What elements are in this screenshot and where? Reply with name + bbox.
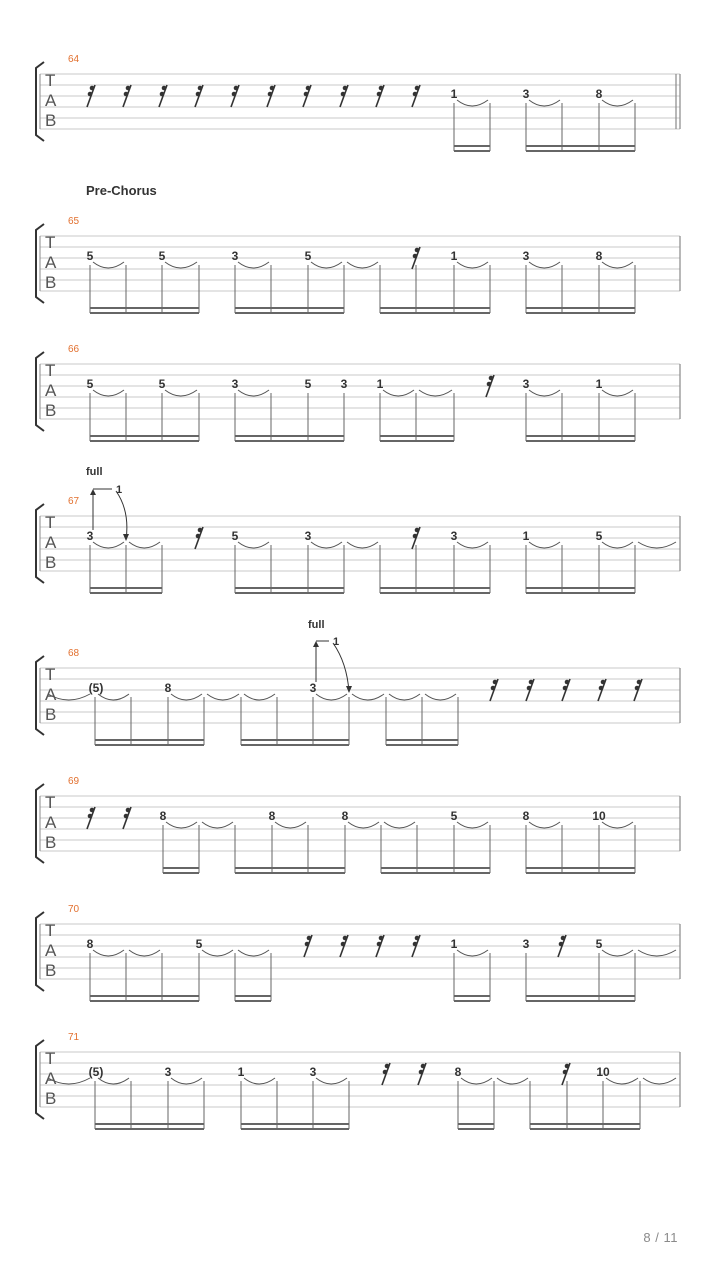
fret-number: 3	[164, 1065, 172, 1079]
tab-clef-letter: B	[45, 1089, 57, 1108]
fret-number: 8	[164, 681, 172, 695]
tie-arc	[602, 262, 633, 268]
tie-arc	[244, 1078, 275, 1084]
tie-arc	[93, 390, 124, 396]
tie-arc	[238, 262, 269, 268]
tab-clef-letter: T	[45, 793, 56, 812]
page-current: 8	[643, 1230, 652, 1245]
fret-number: 1	[450, 249, 458, 263]
tie-arc	[165, 262, 197, 268]
tie-arc	[171, 694, 202, 700]
fret-number: 3	[86, 529, 94, 543]
tab-clef-letter: B	[45, 273, 57, 292]
tie-arc	[275, 822, 306, 828]
tab-clef-letter: T	[45, 233, 56, 252]
fret-number: 8	[341, 809, 349, 823]
tab-system	[36, 344, 680, 441]
tie-arc	[202, 822, 233, 828]
fret-number: 3	[522, 87, 530, 101]
fret-number: 5	[195, 937, 203, 951]
tie-arc	[643, 1078, 676, 1084]
fret-number: 5	[304, 249, 312, 263]
bend-amount: 1	[333, 636, 340, 648]
tab-clef-letter: A	[45, 533, 57, 552]
tie-arc	[419, 390, 452, 396]
tie-arc	[529, 390, 560, 396]
tie-arc	[93, 542, 124, 548]
fret-number: 8	[522, 809, 530, 823]
bend-label: full	[308, 619, 325, 631]
bend-arrowhead	[313, 641, 319, 647]
section-label: Pre-Chorus	[86, 183, 157, 198]
tie-arc	[348, 822, 379, 828]
tab-clef-letter: T	[45, 665, 56, 684]
tie-arc	[244, 694, 275, 700]
bend-amount: 1	[116, 484, 123, 496]
measure-number: 68	[68, 648, 80, 659]
tab-clef-letter: T	[45, 921, 56, 940]
measure-number: 66	[68, 344, 80, 355]
fret-number: 5	[304, 377, 312, 391]
fret-number: 5	[86, 249, 94, 263]
measure-number: 67	[68, 496, 80, 507]
fret-number: 3	[522, 249, 530, 263]
measure-number: 69	[68, 776, 80, 787]
tie-arc	[207, 694, 239, 700]
tie-arc	[129, 542, 160, 548]
fret-number: 3	[304, 529, 312, 543]
tie-arc	[457, 950, 488, 956]
tie-arc	[129, 950, 160, 956]
tab-clef-letter: B	[45, 705, 57, 724]
fret-number: 1	[450, 937, 458, 951]
fret-number: 5	[595, 529, 603, 543]
tab-clef-letter: B	[45, 553, 57, 572]
fret-number: (5)	[88, 1065, 104, 1079]
fret-number: 1	[595, 377, 603, 391]
tab-clef-letter: B	[45, 833, 57, 852]
tie-arc	[529, 262, 560, 268]
fret-number: 1	[522, 529, 530, 543]
tie-arc	[529, 100, 560, 106]
tie-arc	[606, 1078, 638, 1084]
fret-number: 10	[596, 1065, 610, 1079]
tie-arc	[602, 100, 633, 106]
tie-arc	[529, 542, 560, 548]
tie-arc	[347, 262, 378, 268]
bend-label: full	[86, 466, 103, 478]
tie-arc	[238, 542, 269, 548]
fret-number: 1	[237, 1065, 245, 1079]
page-separator: /	[655, 1230, 660, 1245]
tab-system	[36, 776, 680, 873]
fret-number: 3	[309, 1065, 317, 1079]
tab-system	[36, 1032, 680, 1129]
tab-system	[36, 216, 680, 313]
tab-clef-letter: T	[45, 71, 56, 90]
fret-number: 8	[595, 249, 603, 263]
tab-clef-letter: B	[45, 401, 57, 420]
tie-arc	[316, 1078, 347, 1084]
measure-number: 64	[68, 54, 80, 65]
fret-number: 5	[231, 529, 239, 543]
tie-arc	[238, 950, 269, 956]
tie-arc	[383, 390, 414, 396]
tab-system	[36, 466, 680, 593]
tie-arc	[457, 100, 488, 106]
fret-number: 3	[231, 249, 239, 263]
tab-system	[36, 619, 680, 745]
page-total: 11	[663, 1230, 678, 1245]
tab-clef-letter: A	[45, 813, 57, 832]
fret-number: 8	[159, 809, 167, 823]
fret-number: 1	[450, 87, 458, 101]
tab-clef-letter: B	[45, 111, 57, 130]
tie-arc	[457, 262, 488, 268]
tab-clef-letter: A	[45, 1069, 57, 1088]
fret-number: 5	[158, 249, 166, 263]
fret-number: 8	[268, 809, 276, 823]
fret-number: 8	[86, 937, 94, 951]
tab-clef-letter: A	[45, 253, 57, 272]
measure-number: 71	[68, 1032, 80, 1043]
fret-number: 5	[595, 937, 603, 951]
bend-arrowhead	[90, 489, 96, 495]
tie-arc	[457, 822, 488, 828]
measure-number: 65	[68, 216, 80, 227]
fret-number: 3	[309, 681, 317, 695]
tie-arc	[638, 542, 676, 548]
tie-arc	[347, 542, 378, 548]
tie-arc	[457, 542, 488, 548]
tab-clef-letter: A	[45, 685, 57, 704]
fret-number: 8	[454, 1065, 462, 1079]
tie-arc	[93, 950, 124, 956]
fret-number: 3	[522, 937, 530, 951]
tab-clef-letter: A	[45, 941, 57, 960]
tie-arc	[461, 1078, 492, 1084]
tie-arc	[202, 950, 233, 956]
fret-number: 5	[158, 377, 166, 391]
tab-clef-letter: T	[45, 1049, 56, 1068]
tie-arc	[638, 950, 676, 956]
tie-arc	[238, 390, 269, 396]
page-indicator	[643, 1230, 678, 1245]
tab-clef-letter: T	[45, 361, 56, 380]
tie-arc	[425, 694, 456, 700]
tab-clef-letter: A	[45, 91, 57, 110]
measure-number: 70	[68, 904, 80, 915]
tie-arc	[497, 1078, 528, 1084]
fret-number: (5)	[88, 681, 104, 695]
fret-number: 5	[86, 377, 94, 391]
tie-arc	[389, 694, 420, 700]
tie-arc	[171, 1078, 202, 1084]
fret-number: 5	[450, 809, 458, 823]
tie-arc	[384, 822, 415, 828]
fret-number: 3	[340, 377, 348, 391]
tie-arc	[93, 262, 124, 268]
tab-clef-letter: B	[45, 961, 57, 980]
fret-number: 10	[592, 809, 606, 823]
tie-arc	[311, 262, 342, 268]
tab-system	[36, 54, 680, 151]
tab-clef-letter: A	[45, 381, 57, 400]
tie-arc	[311, 542, 342, 548]
tab-system	[36, 904, 680, 1001]
tie-arc	[602, 950, 633, 956]
fret-number: 1	[376, 377, 384, 391]
tie-arc	[602, 542, 633, 548]
tie-arc	[602, 822, 633, 828]
tab-clef-letter: T	[45, 513, 56, 532]
tie-arc	[529, 822, 560, 828]
fret-number: 8	[595, 87, 603, 101]
tie-arc	[316, 694, 347, 700]
fret-number: 3	[231, 377, 239, 391]
tie-arc	[165, 390, 197, 396]
tie-arc	[166, 822, 197, 828]
tie-arc	[602, 390, 633, 396]
fret-number: 3	[450, 529, 458, 543]
tie-arc	[352, 694, 384, 700]
fret-number: 3	[522, 377, 530, 391]
